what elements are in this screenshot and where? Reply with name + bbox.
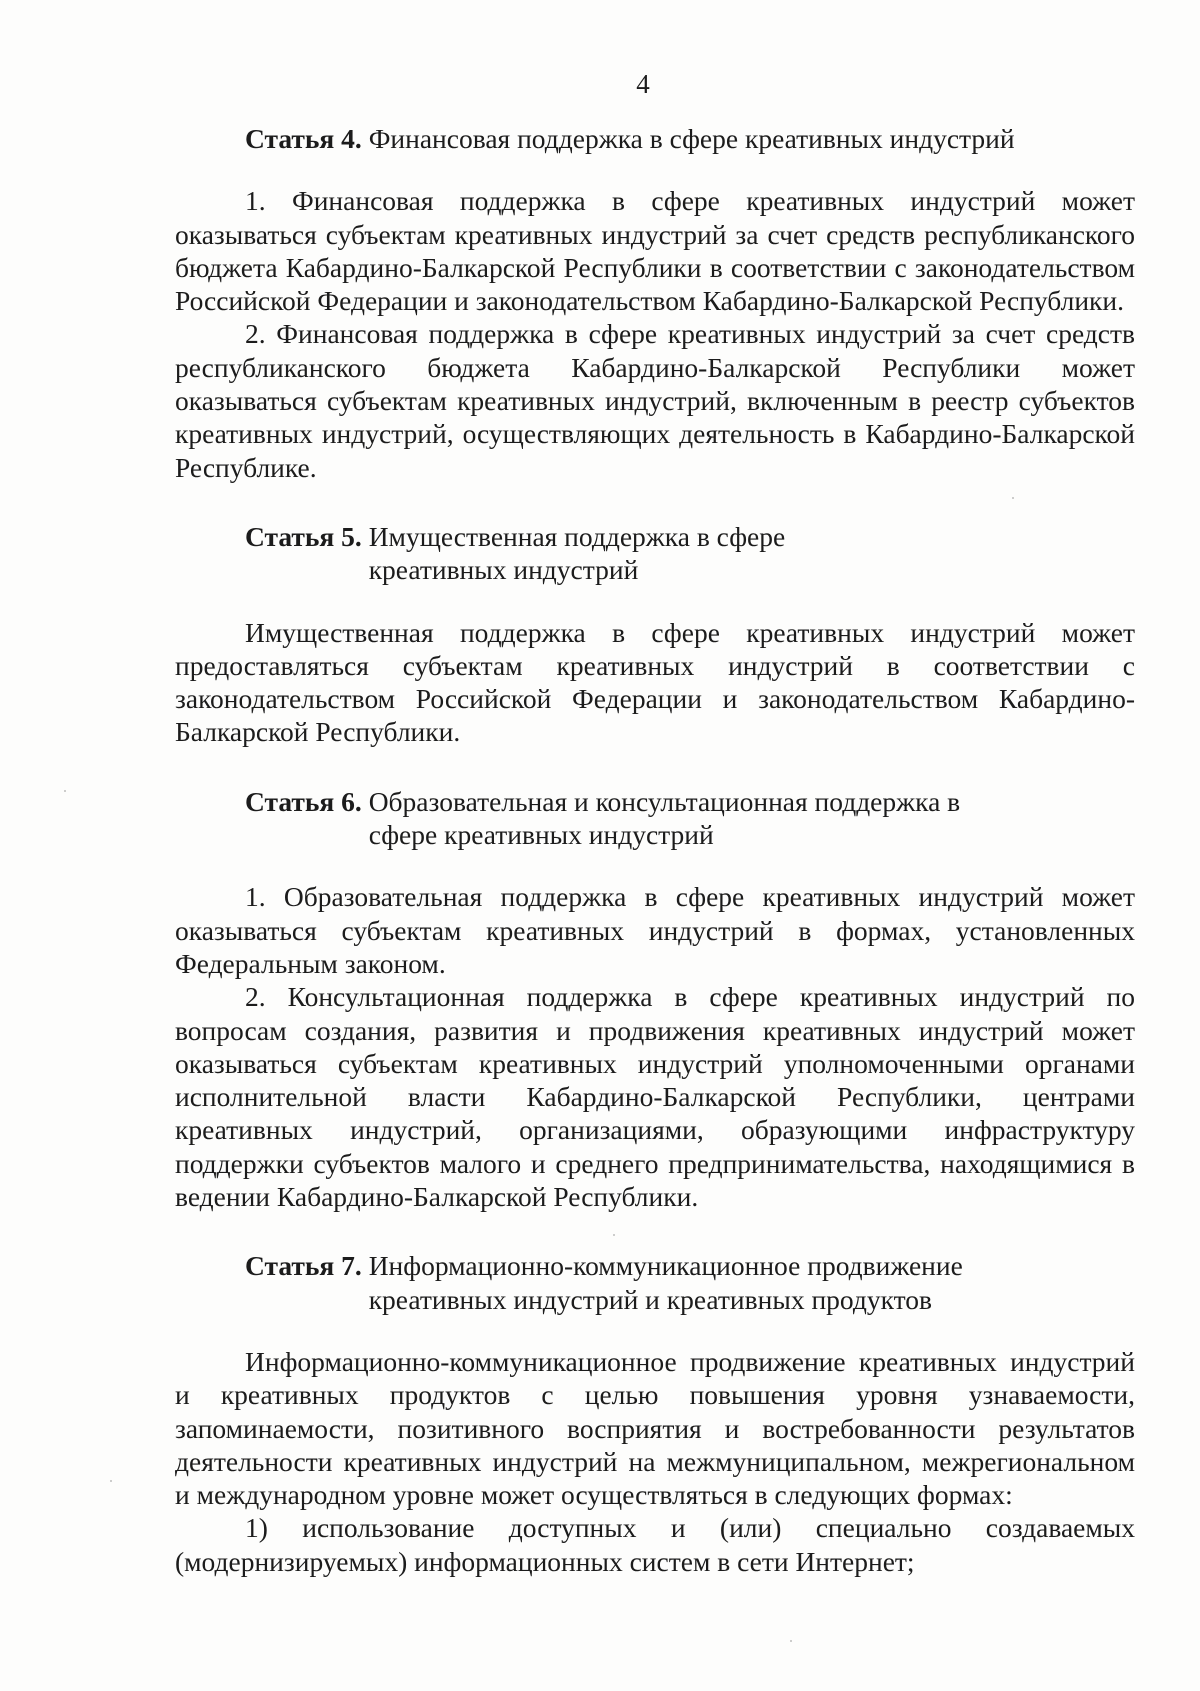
- article-paragraph: Информационно-коммуникационное продвижение креативных индустрий и креативных продуктов с целью повышения уровня узнаваемости, запоминаемости, позитивного восприятия и востребованности результатов деятельности креативных индустрий на межмуниципальном, межрегиональном и международном уровне может осуществляться в следующих формах:: [175, 1345, 1135, 1511]
- scan-speck: [790, 1640, 792, 1642]
- article-label: Статья 4.: [245, 123, 362, 154]
- article-title: Информационно-коммуникационное продвижение креативных индустрий и креативных продуктов: [368, 1250, 963, 1315]
- article-heading: [175, 122, 1135, 155]
- article-heading: [175, 785, 1135, 852]
- article-title: Образовательная и консультационная поддержка в сфере креативных индустрий: [368, 785, 961, 851]
- scan-speck: [110, 1480, 112, 1482]
- article-paragraph: 1. Финансовая поддержка в сфере креативных индустрий может оказываться субъектам креативных индустрий за счет средств республиканского бюджета Кабардино-Балкарской Республики в соответствии с законодательством Российской Федерации и законодательством Кабардино-Балкарской Республики.: [175, 185, 1135, 317]
- article-5: [175, 520, 1135, 749]
- article-label: Статья 6.: [245, 785, 362, 817]
- scan-speck: [613, 1234, 615, 1236]
- article-title: Имущественная поддержка в сфере креативных индустрий: [368, 520, 786, 586]
- article-heading: [175, 1249, 1135, 1316]
- article-label: Статья 7.: [245, 1250, 362, 1282]
- article-heading: [175, 520, 1135, 587]
- article-paragraph: 2. Консультационная поддержка в сфере креативных индустрий по вопросам создания, развития и продвижения креативных индустрий может оказываться субъектам креативных индустрий уполномоченными органами исполнительной власти Кабардино-Балкарской Республики, центрами креативных индустрий, организациями, образующими инфраструктуру поддержки субъектов малого и среднего предпринимательства, находящимися в ведении Кабардино-Балкарской Республики.: [175, 981, 1135, 1213]
- scan-speck: [1012, 497, 1014, 499]
- scan-speck: [64, 790, 66, 792]
- article-4: [175, 122, 1135, 484]
- article-paragraph: 1) использование доступных и (или) специально создаваемых (модернизируемых) информационных систем в сети Интернет;: [175, 1512, 1135, 1577]
- article-label: Статья 5.: [245, 520, 362, 552]
- article-paragraph: 2. Финансовая поддержка в сфере креативных индустрий за счет средств республиканского бюджета Кабардино-Балкарской Республики может оказываться субъектам креативных индустрий, включенным в реестр субъектов креативных индустрий, осуществляющих деятельность в Кабардино-Балкарской Республике.: [175, 318, 1135, 483]
- article-7: [175, 1249, 1135, 1578]
- article-title: Финансовая поддержка в сфере креативных индустрий: [368, 123, 1015, 154]
- article-6: [175, 785, 1135, 1214]
- page-number: 4: [636, 69, 650, 99]
- document-body: [175, 122, 1135, 1578]
- article-paragraph: Имущественная поддержка в сфере креативных индустрий может предоставляться субъектам креативных индустрий в соответствии с законодательством Российской Федерации и законодательством Кабардино-Балкарской Республики.: [175, 616, 1135, 748]
- article-paragraph: 1. Образовательная поддержка в сфере креативных индустрий может оказываться субъектам креативных индустрий в формах, установленных Федеральным законом.: [175, 881, 1135, 979]
